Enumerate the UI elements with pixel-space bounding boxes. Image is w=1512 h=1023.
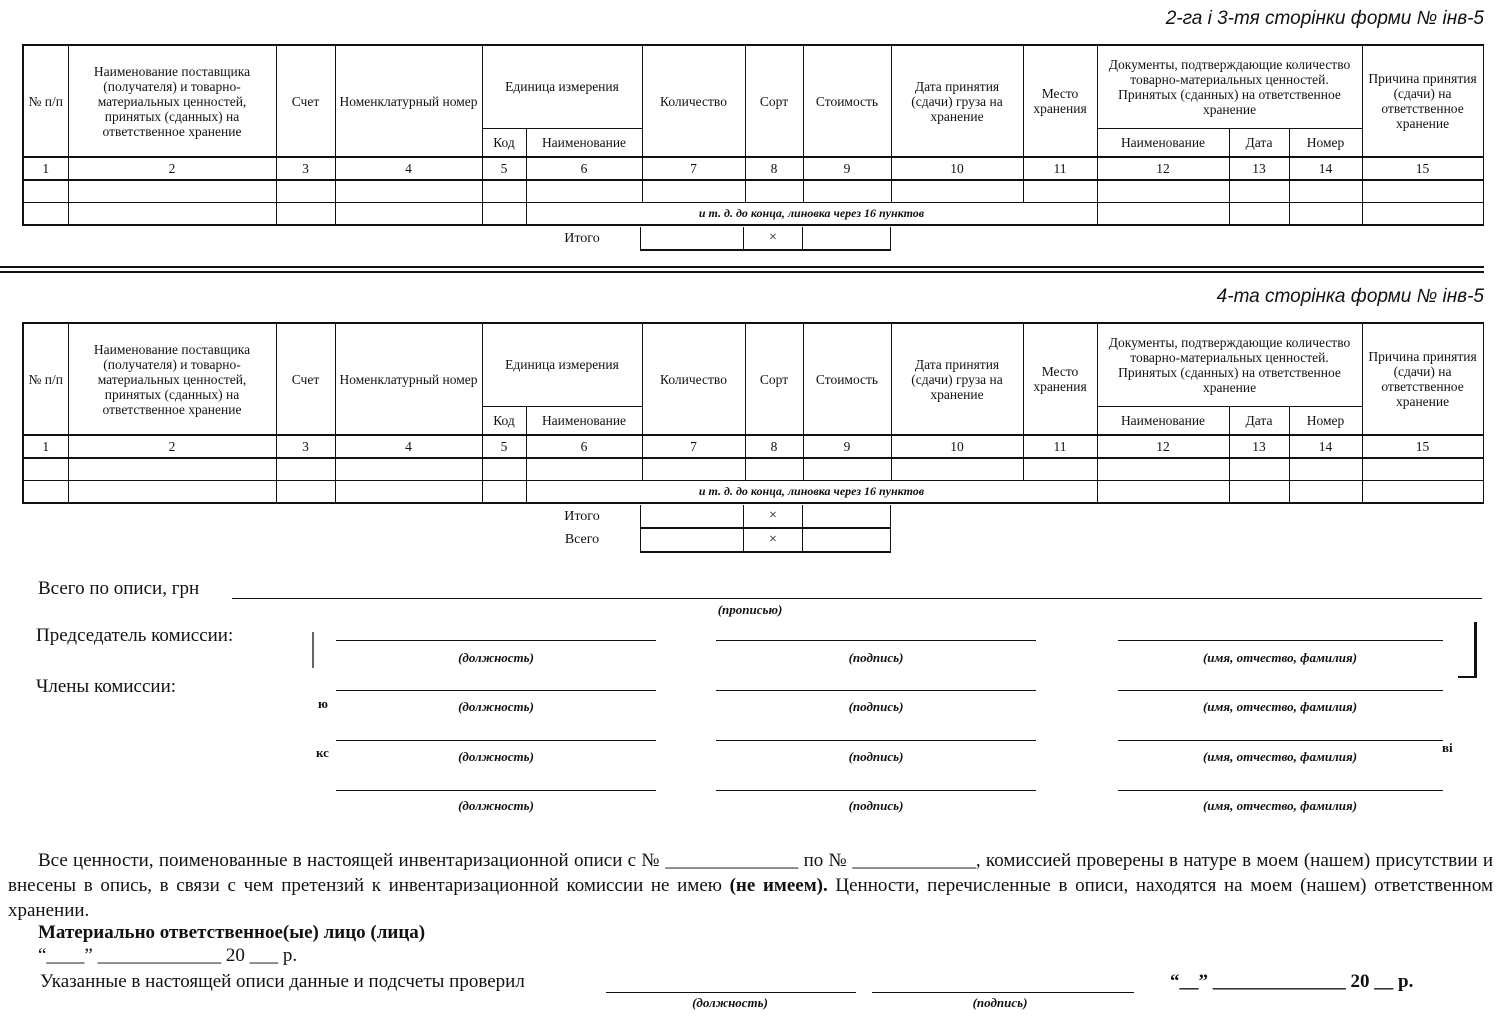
col-unit-name-header: Наименование: [526, 406, 642, 435]
col-index: 8: [745, 435, 803, 458]
member1-signature-line[interactable]: [716, 690, 1036, 691]
col-cost-header: Стоимость: [803, 323, 891, 435]
name-caption: (имя, отчество, фамилия): [1202, 798, 1358, 813]
col-storage-place-header: Место хранения: [1023, 323, 1097, 435]
col-number-header: № п/п: [23, 45, 68, 157]
member3-position-line[interactable]: [336, 790, 656, 791]
signature-caption: (подпись): [848, 699, 904, 714]
totals-table-1: [524, 227, 891, 251]
scan-artifact-text: ю: [318, 696, 328, 711]
checker-date-line[interactable]: “__” ______________ 20 __ р.: [1170, 971, 1414, 992]
col-unit-code-header: Код: [482, 128, 526, 157]
checker-position-caption: (должность): [692, 995, 768, 1010]
responsible-persons-label: Материально ответственное(ые) лицо (лица): [38, 922, 426, 943]
responsible-date-line[interactable]: “____” _____________ 20 ___ р.: [38, 945, 298, 966]
col-unit-code-header: Код: [482, 406, 526, 435]
col-index: 8: [745, 157, 803, 180]
col-date-accepted-header: Дата принятия (сдачи) груза на хранение: [891, 323, 1023, 435]
section-separator: [0, 266, 1484, 268]
scan-artifact-mark: [1474, 622, 1477, 678]
form-page-header: 2-га і 3-тя сторінки форми № інв-5: [1165, 8, 1484, 29]
col-index: 9: [803, 435, 891, 458]
col-cost-header: Стоимость: [803, 45, 891, 157]
col-doc-name-header: Наименование: [1097, 128, 1229, 157]
table-row: [23, 180, 1483, 203]
col-index: 2: [68, 157, 276, 180]
col-account-header: Счет: [276, 45, 335, 157]
member2-name-line[interactable]: [1118, 740, 1443, 741]
chairman-name-line[interactable]: [1118, 640, 1443, 641]
col-index: 4: [335, 435, 482, 458]
col-index: 2: [68, 435, 276, 458]
member2-signature-line[interactable]: [716, 740, 1036, 741]
inventory-table-1: [22, 44, 1484, 226]
col-index: 14: [1289, 435, 1362, 458]
col-index: 6: [526, 157, 642, 180]
signature-caption: (подпись): [848, 798, 904, 813]
scan-artifact-mark: [1458, 676, 1477, 678]
inventory-table-2: [22, 322, 1484, 504]
confirmation-paragraph: [8, 848, 1493, 923]
in-words-caption: (прописью): [717, 602, 783, 617]
member3-signature-line[interactable]: [716, 790, 1036, 791]
col-quantity-header: Количество: [642, 323, 745, 435]
member3-name-line[interactable]: [1118, 790, 1443, 791]
col-account-header: Счет: [276, 323, 335, 435]
col-doc-number-header: Номер: [1289, 406, 1362, 435]
col-index: 1: [23, 157, 68, 180]
col-unit-header: Единица измерения: [482, 45, 642, 128]
col-doc-date-header: Дата: [1229, 406, 1289, 435]
member2-position-line[interactable]: [336, 740, 656, 741]
name-caption: (имя, отчество, фамилия): [1202, 749, 1358, 764]
continuation-note: и т. д. до конца, линовка через 16 пунктов: [526, 481, 1097, 504]
confirmation-text-1: Все ценности, поименованные в настоящей инвентаризационной описи с № ______________ по № _____________, комиссией проверены в натуре в моем (нашем) присутствии и внесены в опись, в связи с чем претензий к инвентаризационной комиссии не имею: [8, 850, 1493, 896]
col-index: 13: [1229, 157, 1289, 180]
col-grade-header: Сорт: [745, 45, 803, 157]
position-caption: (должность): [458, 650, 534, 665]
checker-position-line[interactable]: [606, 992, 856, 993]
col-index: 12: [1097, 157, 1229, 180]
confirmation-text-2: Ценности, перечисленные в описи, находятся на моем (нашем) ответственном хранении.: [8, 875, 1494, 921]
col-documents-header: Документы, подтверждающие количество товарно-материальных ценностей. Принятых (сданных) на ответственное хранение: [1097, 323, 1362, 406]
col-doc-number-header: Номер: [1289, 128, 1362, 157]
col-quantity-header: Количество: [642, 45, 745, 157]
itogo-cross: ×: [744, 505, 802, 528]
scan-artifact-text: кс: [316, 745, 329, 760]
col-index: 7: [642, 435, 745, 458]
chairman-signature-line[interactable]: [716, 640, 1036, 641]
col-index: 3: [276, 435, 335, 458]
col-date-accepted-header: Дата принятия (сдачи) груза на хранение: [891, 45, 1023, 157]
checked-by-label: Указанные в настоящей описи данные и подсчеты проверил: [40, 971, 525, 992]
col-number-header: № п/п: [23, 323, 68, 435]
members-label: Члены комиссии:: [36, 676, 177, 697]
name-caption: (имя, отчество, фамилия): [1202, 699, 1358, 714]
col-index: 4: [335, 157, 482, 180]
col-name-header: Наименование поставщика (получателя) и товарно-материальных ценностей, принятых (сданных) на ответственное хранение: [68, 323, 276, 435]
section-separator: [0, 271, 1484, 273]
col-reason-header: Причина принятия (сдачи) на ответственное хранение: [1362, 323, 1483, 435]
vsego-label: Всего: [564, 532, 600, 547]
itogo-quantity-cell: [640, 227, 743, 250]
col-doc-date-header: Дата: [1229, 128, 1289, 157]
col-nomenclature-header: Номенклатурный номер: [335, 323, 482, 435]
position-caption: (должность): [458, 699, 534, 714]
col-index: 11: [1023, 435, 1097, 458]
member1-name-line[interactable]: [1118, 690, 1443, 691]
col-documents-header: Документы, подтверждающие количество товарно-материальных ценностей. Принятых (сданных) на ответственное хранение: [1097, 45, 1362, 128]
totals-table-2: [524, 505, 891, 553]
itogo-label: Итого: [564, 230, 600, 246]
col-index: 7: [642, 157, 745, 180]
col-unit-name-header: Наименование: [526, 128, 642, 157]
total-by-inventory-label: Всего по описи, грн: [38, 578, 200, 599]
scan-artifact-text: ві: [1442, 740, 1453, 755]
col-index: 11: [1023, 157, 1097, 180]
vsego-quantity-cell: [640, 528, 743, 552]
table-row: [23, 481, 1483, 504]
itogo-cost-cell: [802, 227, 890, 250]
vsego-cross: ×: [744, 528, 802, 552]
total-amount-line[interactable]: [232, 598, 1482, 599]
col-index: 13: [1229, 435, 1289, 458]
form-page-header: 4-та сторінка форми № інв-5: [1216, 286, 1484, 307]
col-index: 15: [1362, 157, 1483, 180]
vsego-cost-cell: [802, 528, 890, 552]
member1-position-line[interactable]: [336, 690, 656, 691]
col-index: 9: [803, 157, 891, 180]
col-index: 15: [1362, 435, 1483, 458]
checker-signature-caption: (подпись): [972, 995, 1028, 1010]
col-unit-header: Единица измерения: [482, 323, 642, 406]
chairman-position-line[interactable]: [336, 640, 656, 641]
col-grade-header: Сорт: [745, 323, 803, 435]
col-index: 5: [482, 435, 526, 458]
col-index: 12: [1097, 435, 1229, 458]
col-name-header: Наименование поставщика (получателя) и товарно-материальных ценностей, принятых (сданных) на ответственное хранение: [68, 45, 276, 157]
col-storage-place-header: Место хранения: [1023, 45, 1097, 157]
checker-signature-line[interactable]: [872, 992, 1134, 993]
col-index: 5: [482, 157, 526, 180]
name-caption: (имя, отчество, фамилия): [1202, 650, 1358, 665]
col-doc-name-header: Наименование: [1097, 406, 1229, 435]
itogo-quantity-cell: [640, 505, 743, 528]
itogo-label: Итого: [564, 508, 600, 524]
scan-artifact-mark: [312, 632, 314, 668]
itogo-cost-cell: [802, 505, 890, 528]
signature-caption: (подпись): [848, 749, 904, 764]
table-row: [23, 458, 1483, 481]
col-index: 10: [891, 435, 1023, 458]
continuation-note: и т. д. до конца, линовка через 16 пунктов: [526, 203, 1097, 226]
position-caption: (должность): [458, 798, 534, 813]
itogo-cross: ×: [744, 227, 802, 250]
position-caption: (должность): [458, 749, 534, 764]
col-index: 1: [23, 435, 68, 458]
confirmation-text-bold: (не имеем).: [729, 875, 828, 896]
col-reason-header: Причина принятия (сдачи) на ответственное хранение: [1362, 45, 1483, 157]
col-index: 10: [891, 157, 1023, 180]
col-index: 3: [276, 157, 335, 180]
chairman-label: Председатель комиссии:: [36, 625, 234, 646]
signature-caption: (подпись): [848, 650, 904, 665]
col-index: 6: [526, 435, 642, 458]
table-row: [23, 203, 1483, 226]
col-nomenclature-header: Номенклатурный номер: [335, 45, 482, 157]
col-index: 14: [1289, 157, 1362, 180]
